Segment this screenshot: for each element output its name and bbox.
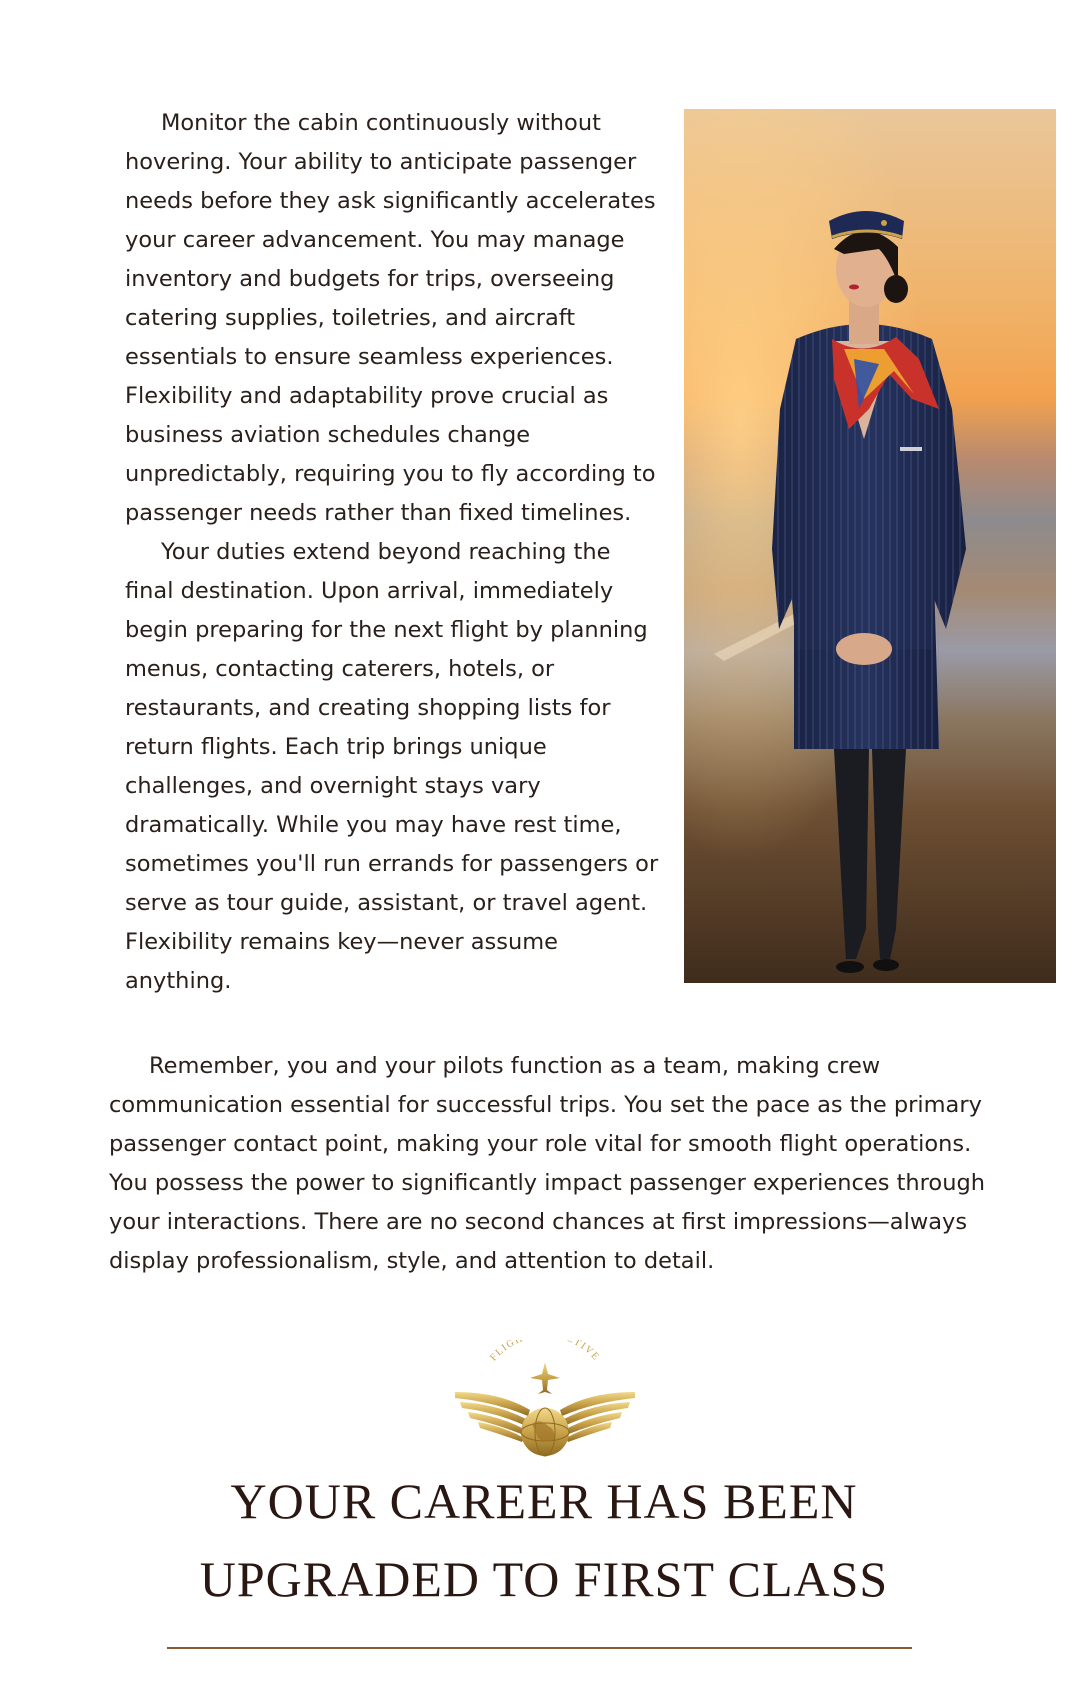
logo-text: FLIG TIVE — [488, 1340, 602, 1364]
globe-icon — [521, 1408, 569, 1456]
wing-left-icon — [455, 1392, 530, 1442]
divider-rule — [167, 1647, 912, 1649]
paragraph-cabin-monitoring: Monitor the cabin continuously without hovering. Your ability to anticipate passenger needs before they ask significantly accelerates your career advancement. You may manage inventory and budgets for trips, overseeing catering supplies, toiletries, and aircraft essentials to ensure seamless experiences. Flexibility and adaptability prove crucial as business aviation schedules change unpredictably, requiring you to fly according to passenger needs rather than fixed timelines. — [125, 110, 656, 526]
flight-attendant-photo — [684, 109, 1056, 983]
text-column — [125, 104, 665, 1001]
paragraph-teamwork: Remember, you and your pilots function as a team, making crew communication essential for successful trips. You set the pace as the primary passenger contact point, making your role vital for smooth flight operations. You possess the power to significantly impact passenger experiences through your interactions. There are no second chances at first impressions—always display professionalism, style, and attention to detail. — [109, 1053, 985, 1274]
headline-line-1: YOUR CAREER HAS BEEN — [230, 1473, 858, 1529]
full-width-text — [109, 1047, 989, 1281]
flight-selective-logo — [450, 1340, 640, 1460]
wing-right-icon — [560, 1392, 635, 1442]
plane-icon — [530, 1362, 560, 1394]
paragraph-duties: Your duties extend beyond reaching the final destination. Upon arrival, immediately begin preparing for the next flight by planning menus, contacting caterers, hotels, or restaurants, and creating shopping lists for return flights. Each trip brings unique challenges, and overnight stays vary dramatically. While you may have rest time, sometimes you'll run errands for passengers or serve as tour guide, assistant, or travel agent. Flexibility remains key—never assume anything. — [125, 539, 659, 994]
headline-line-2: UPGRADED TO FIRST CLASS — [199, 1551, 889, 1607]
